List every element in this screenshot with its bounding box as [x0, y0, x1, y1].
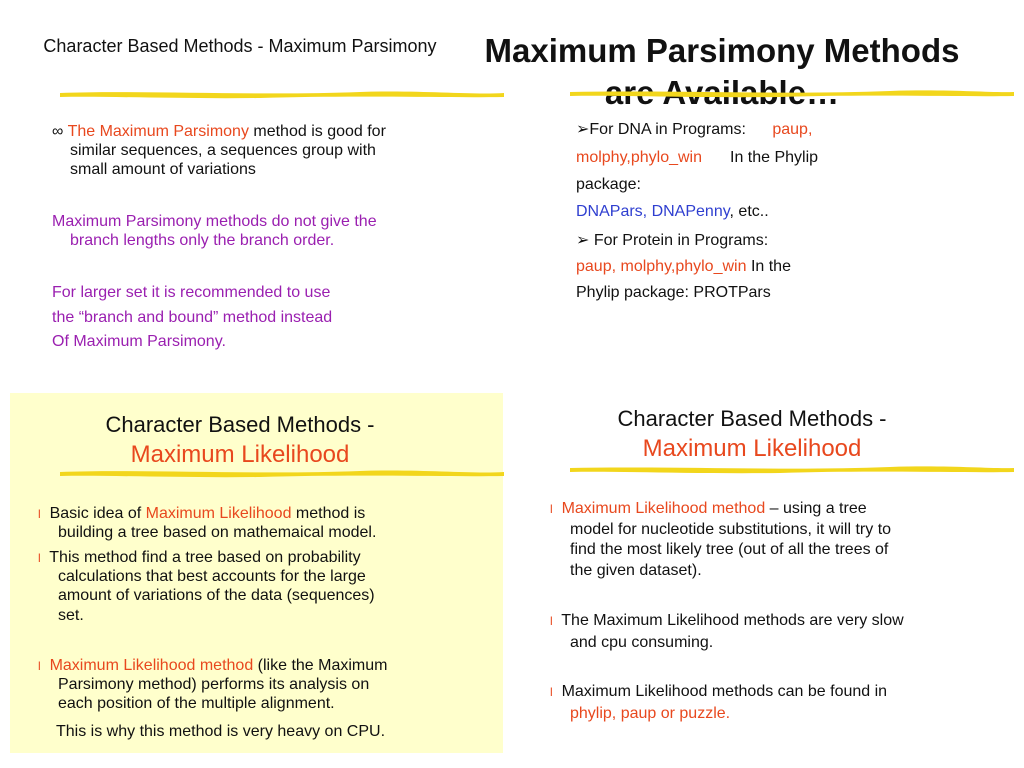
bullet-icon: l [38, 507, 41, 521]
text-red-the-maximum-parsimony: The Maximum Parsimony [67, 123, 249, 140]
text-red-paup: paup, [772, 121, 813, 138]
paragraph-parsimony-good [52, 122, 462, 180]
text-line: This method find a tree based on probability [49, 549, 361, 566]
text-segment: Basic idea of [49, 505, 146, 522]
bullet-icon: l [550, 685, 553, 699]
text-line: find the most likely tree (out of all the trees of [570, 541, 889, 558]
text-line: Maximum Parsimony methods do not give the [52, 213, 377, 230]
bullet-found-in [550, 681, 990, 724]
dna-programs-list [576, 202, 886, 221]
text-line: The Maximum Likelihood methods are very slow [561, 612, 904, 629]
bullet-icon: l [550, 614, 553, 628]
highlight-underline [570, 464, 1014, 474]
bullet-icon: l [550, 502, 553, 516]
text-red-programs: paup, molphy,phylo_win [576, 258, 747, 275]
text-blue-dnapars: DNAPars, DNAPenny [576, 203, 730, 220]
title-line: Maximum Parsimony Methods [484, 32, 960, 69]
bullet-ml-method [550, 499, 990, 581]
highlight-underline [60, 89, 504, 99]
bullet-probability [38, 548, 478, 625]
text-line: and cpu consuming. [570, 634, 714, 651]
slide-title [462, 30, 982, 114]
bullet-slow [550, 610, 990, 653]
text-red-ml-method: Maximum Likelihood method [49, 657, 254, 674]
text-line: similar sequences, a sequences group with [70, 142, 376, 160]
text-red-ml: Maximum Likelihood [145, 505, 292, 522]
title-line: Character Based Methods - [105, 412, 375, 437]
text-line: Of Maximum Parsimony. [52, 333, 226, 350]
text-line: package: [576, 176, 641, 193]
title-line-red: Maximum Likelihood [642, 435, 862, 462]
text-segment: – using a tree [765, 500, 867, 517]
slide-title: Character Based Methods - Maximum Parsimony [43, 36, 437, 56]
text-segment: For DNA in Programs: [589, 121, 746, 138]
paragraph-branch-and-bound [52, 281, 472, 355]
text-line: calculations that best accounts for the large [58, 568, 366, 586]
text-line: set. [58, 606, 84, 624]
title-line: Character Based Methods - [617, 406, 887, 431]
bullet-basic-idea [38, 504, 478, 542]
text-red-programs: phylip, paup or puzzle. [570, 705, 731, 722]
text-line: branch lengths only the branch order. [70, 232, 335, 250]
text-line: small amount of variations [70, 161, 256, 179]
protein-programs-paragraph [576, 228, 896, 306]
paragraph-no-branch-lengths [52, 212, 472, 250]
title-line-red: Maximum Likelihood [130, 441, 350, 468]
slide-title [552, 404, 952, 464]
text-line: model for nucleotide substitutions, it will try to [570, 520, 892, 538]
arrow-bullet-icon: ➢ [576, 232, 590, 249]
text-line: Parsimony method) performs its analysis on [58, 676, 370, 694]
bullet-icon: l [38, 551, 41, 565]
text-segment: method is [291, 505, 366, 522]
highlight-underline [570, 88, 1014, 98]
text-line: building a tree based on mathemaical model. [58, 524, 377, 542]
text-segment: In the [750, 258, 791, 275]
text-line: Maximum Likelihood methods can be found in [561, 683, 888, 700]
text-line: the given dataset). [570, 561, 702, 579]
bullet-analysis [38, 656, 478, 714]
text-segment: , etc.. [729, 203, 769, 220]
text-line: Phylip package: PROTPars [576, 284, 771, 301]
bullet-icon: l [38, 659, 41, 673]
text-line: each position of the multiple alignment. [58, 695, 335, 713]
text-segment: method is good for [248, 123, 386, 140]
dna-programs-paragraph [576, 116, 886, 199]
arrow-bullet-icon: ➢ [576, 121, 590, 138]
text-segment: (like the Maximum [253, 657, 388, 674]
text-heavy-cpu: This is why this method is very heavy on CPU. [56, 723, 386, 740]
text-segment: In the Phylip [730, 148, 819, 166]
highlight-underline [60, 468, 504, 478]
text-red-ml-method: Maximum Likelihood method [561, 500, 766, 517]
text-line: For larger set it is recommended to use [52, 284, 331, 301]
infinity-bullet-icon: ∞ [52, 123, 64, 140]
text-segment: For Protein in Programs: [593, 232, 769, 249]
text-line: the “branch and bound” method instead [52, 308, 333, 326]
text-line: amount of variations of the data (sequences) [58, 587, 375, 605]
text-red-programs: molphy,phylo_win [576, 148, 702, 166]
slide-title [40, 410, 440, 470]
